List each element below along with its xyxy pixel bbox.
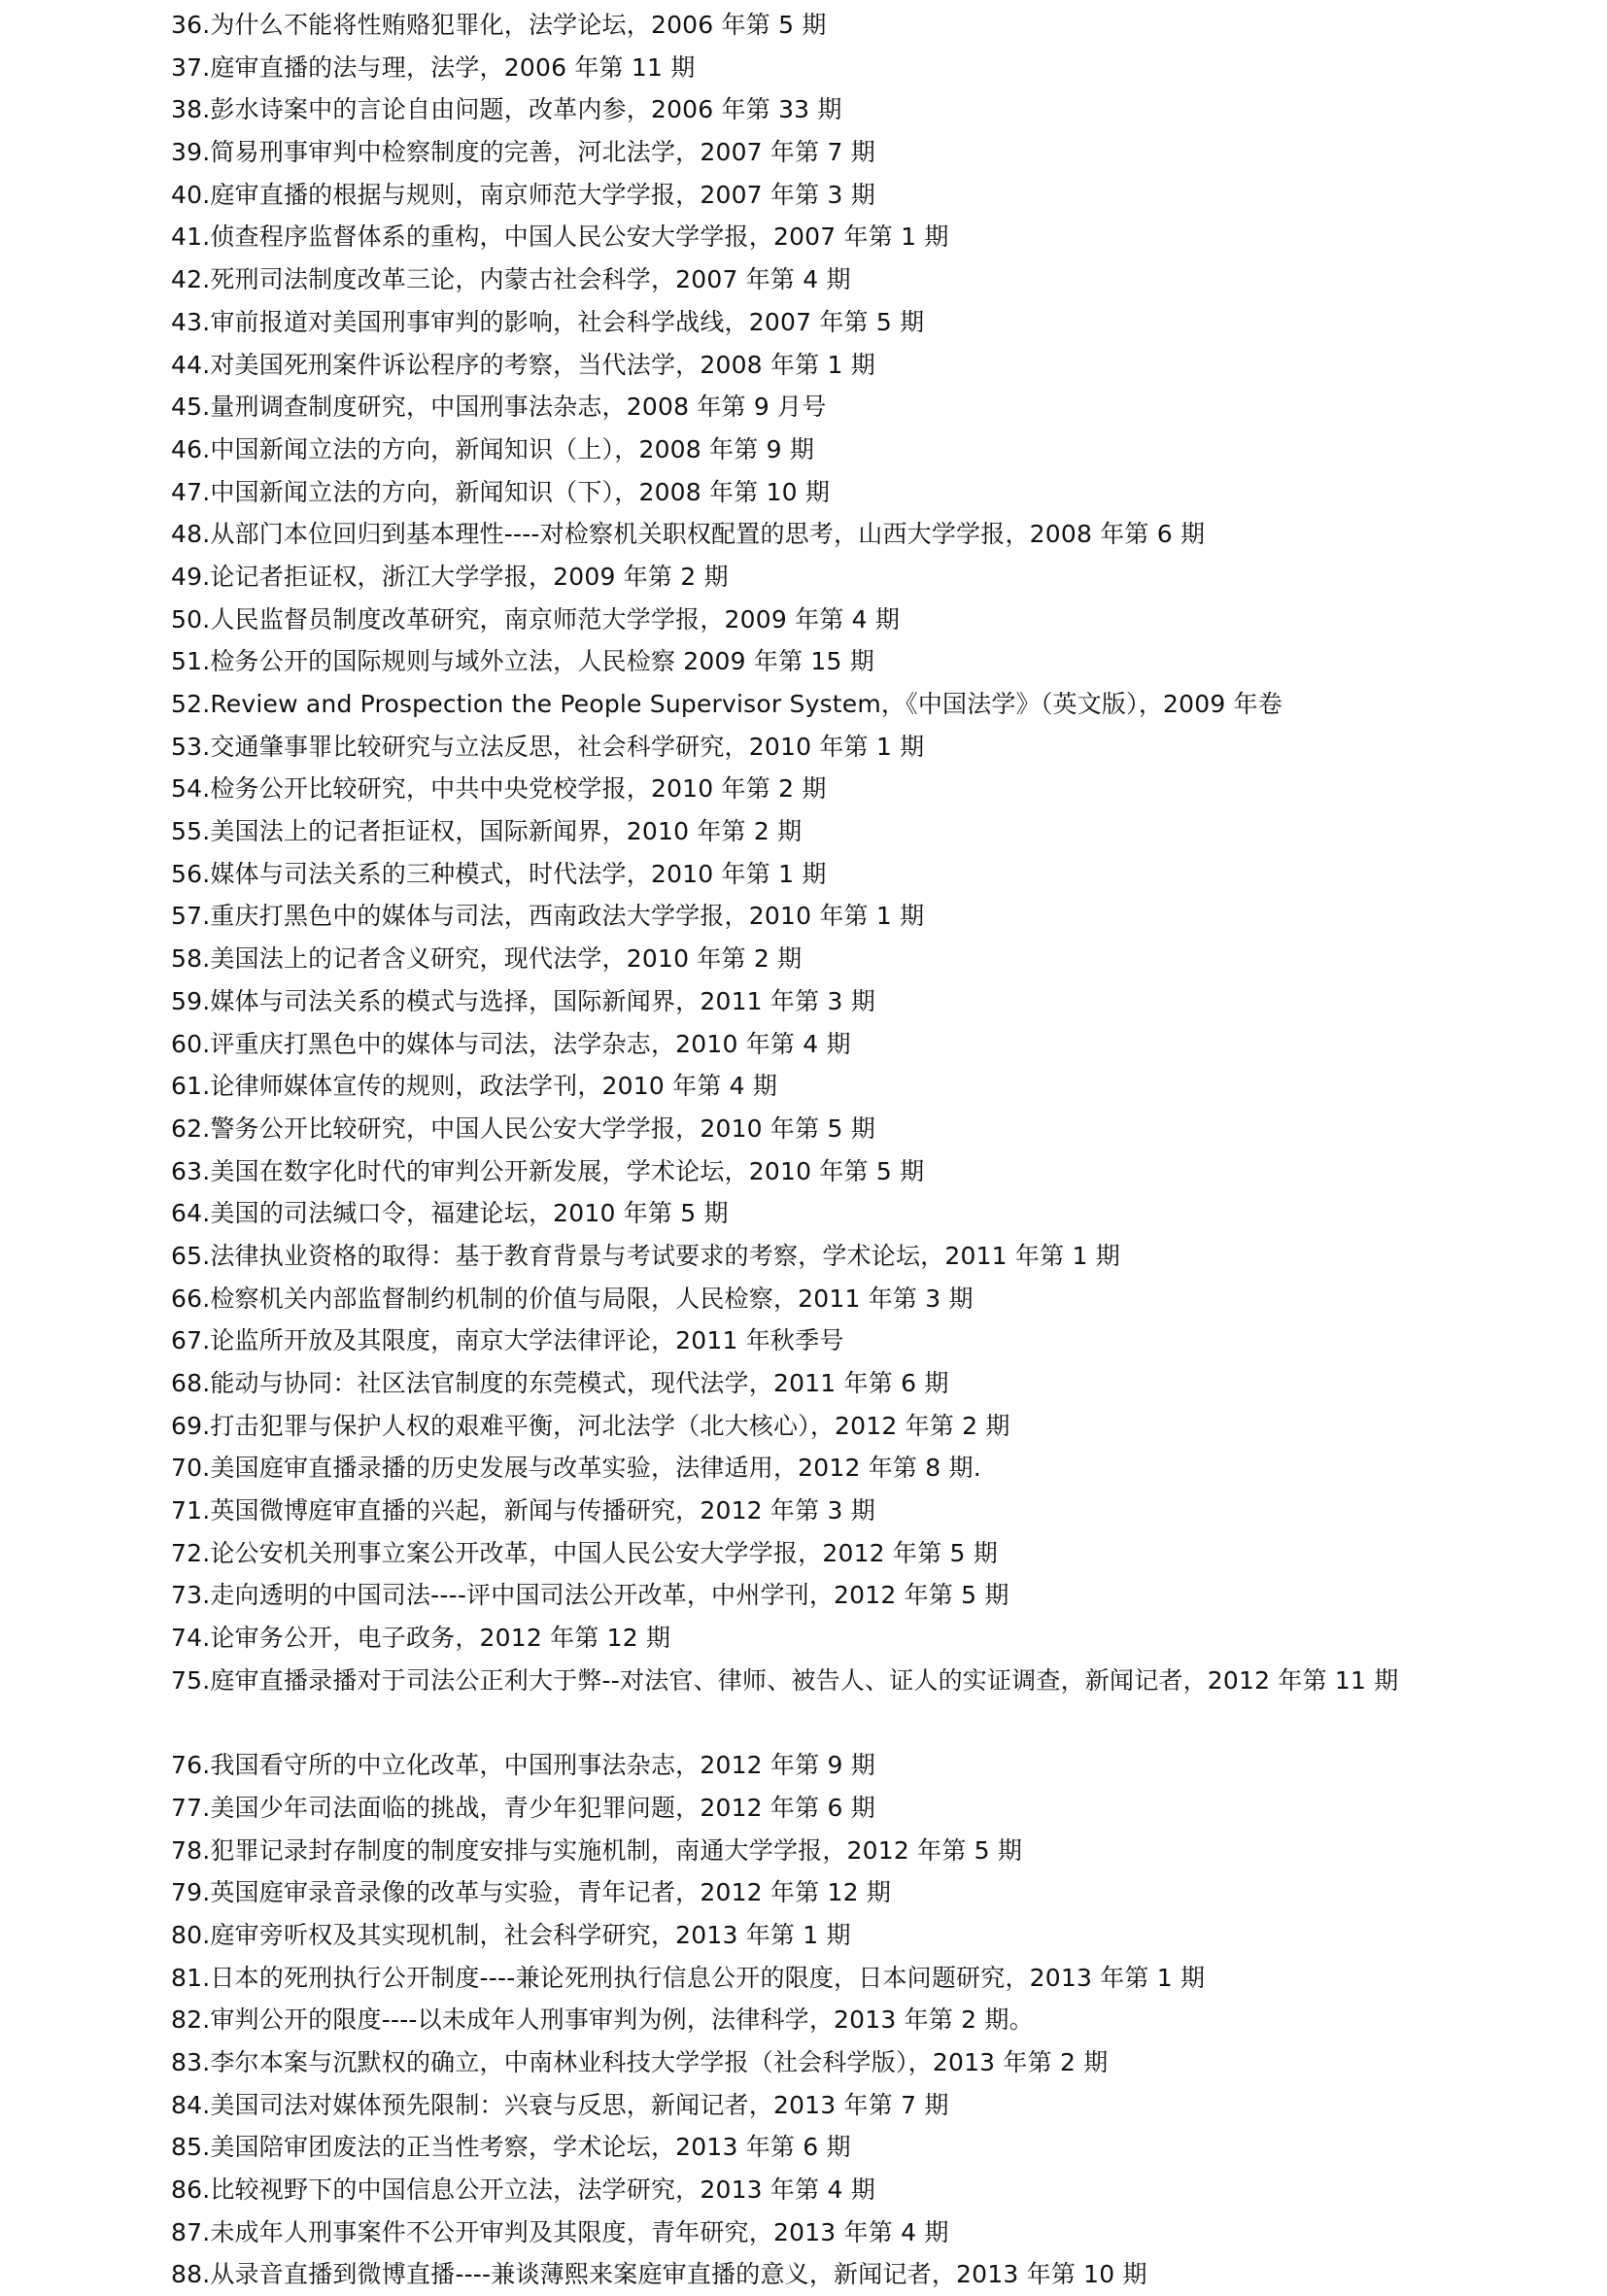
- list-item: 66.检察机关内部监督制约机制的价值与局限，人民检察，2011 年第 3 期: [171, 1284, 974, 1313]
- list-item: 64.美国的司法缄口令，福建论坛，2010 年第 5 期: [171, 1199, 729, 1228]
- list-item: 63.美国在数字化时代的审判公开新发展，学术论坛，2010 年第 5 期: [171, 1156, 925, 1185]
- list-item: 50.人民监督员制度改革研究，南京师范大学学报，2009 年第 4 期: [171, 604, 901, 634]
- list-item: 75.庭审直播录播对于司法公正利大于弊--对法官、律师、被告人、证人的实证调查，新闻记者，2012 年第 11 期: [171, 1665, 1399, 1695]
- list-item: 76.我国看守所的中立化改革，中国刑事法杂志，2012 年第 9 期: [171, 1751, 875, 1780]
- list-item: 69.打击犯罪与保护人权的艰难平衡，河北法学（北大核心），2012 年第 2 期: [171, 1411, 1010, 1440]
- list-item: 77.美国少年司法面临的挑战，青少年犯罪问题，2012 年第 6 期: [171, 1793, 875, 1822]
- list-item: 68.能动与协同：社区法官制度的东莞模式，现代法学，2011 年第 6 期: [171, 1369, 949, 1397]
- list-item: 85.美国陪审团废法的正当性考察，学术论坛，2013 年第 6 期: [171, 2133, 851, 2162]
- list-item: 60.评重庆打黑色中的媒体与司法，法学杂志，2010 年第 4 期: [171, 1029, 851, 1058]
- list-item: 59.媒体与司法关系的模式与选择，国际新闻界，2011 年第 3 期: [171, 986, 875, 1015]
- list-item: 74.论审务公开，电子政务，2012 年第 12 期: [171, 1624, 671, 1653]
- list-item: 40.庭审直播的根据与规则，南京师范大学学报，2007 年第 3 期: [171, 180, 875, 209]
- list-item: 44.对美国死刑案件诉讼程序的考察，当代法学，2008 年第 1 期: [171, 350, 875, 379]
- list-item: 55.美国法上的记者拒证权，国际新闻界，2010 年第 2 期: [171, 817, 803, 846]
- list-item: 86.比较视野下的中国信息公开立法，法学研究，2013 年第 4 期: [171, 2176, 875, 2205]
- list-item: 81.日本的死刑执行公开制度----兼论死刑执行信息公开的限度，日本问题研究，2013 年第 1 期: [171, 1963, 1206, 1992]
- list-item: 72.论公安机关刑事立案公开改革，中国人民公安大学学报，2012 年第 5 期: [171, 1538, 998, 1567]
- list-item: 39.简易刑事审判中检察制度的完善，河北法学，2007 年第 7 期: [171, 138, 875, 167]
- list-item: 78.犯罪记录封存制度的制度安排与实施机制，南通大学学报，2012 年第 5 期: [171, 1835, 1023, 1865]
- list-item: 48.从部门本位回归到基本理性----对检察机关职权配置的思考，山西大学学报，2008 年第 6 期: [171, 520, 1206, 549]
- list-item: 41.侦查程序监督体系的重构，中国人民公安大学学报，2007 年第 1 期: [171, 223, 949, 252]
- list-item: 87.未成年人刑事案件不公开审判及其限度，青年研究，2013 年第 4 期: [171, 2217, 949, 2246]
- list-item: 70.美国庭审直播录播的历史发展与改革实验，法律适用，2012 年第 8 期.: [171, 1454, 981, 1483]
- list-item: 82.审判公开的限度----以未成年人刑事审判为例，法律科学，2013 年第 2 期。: [171, 2005, 1034, 2035]
- list-item: 84.美国司法对媒体预先限制：兴衰与反思，新闻记者，2013 年第 7 期: [171, 2090, 949, 2119]
- list-item: 57.重庆打黑色中的媒体与司法，西南政法大学学报，2010 年第 1 期: [171, 902, 925, 931]
- list-item: 67.论监所开放及其限度，南京大学法律评论，2011 年秋季号: [171, 1326, 844, 1355]
- list-item: 45.量刑调查制度研究，中国刑事法杂志，2008 年第 9 月号: [171, 393, 827, 422]
- list-item: 71.英国微博庭审直播的兴起，新闻与传播研究，2012 年第 3 期: [171, 1496, 875, 1525]
- list-item: 37.庭审直播的法与理，法学，2006 年第 11 期: [171, 52, 696, 82]
- list-item: 62.警务公开比较研究，中国人民公安大学学报，2010 年第 5 期: [171, 1114, 875, 1143]
- list-item: 65.法律执业资格的取得：基于教育背景与考试要求的考察，学术论坛，2011 年第 1 期: [171, 1241, 1120, 1270]
- list-item: 53.交通肇事罪比较研究与立法反思，社会科学研究，2010 年第 1 期: [171, 732, 925, 761]
- list-item: 61.论律师媒体宣传的规则，政法学刊，2010 年第 4 期: [171, 1072, 778, 1101]
- list-item: 88.从录音直播到微博直播----兼谈薄熙来案庭审直播的意义，新闻记者，2013 年第 10 期: [171, 2260, 1147, 2289]
- list-item: 52.Review and Prospection the People Supervisor System，《中国法学》（英文版），2009 年卷: [171, 690, 1283, 718]
- list-item: 83.李尔本案与沉默权的确立，中南林业科技大学学报（社会科学版），2013 年第 2 期: [171, 2048, 1109, 2077]
- list-item: 79.英国庭审录音录像的改革与实验，青年记者，2012 年第 12 期: [171, 1878, 892, 1907]
- list-item: 80.庭审旁听权及其实现机制，社会科学研究，2013 年第 1 期: [171, 1920, 851, 1949]
- list-item: 46.中国新闻立法的方向，新闻知识（上），2008 年第 9 期: [171, 434, 815, 463]
- list-item: 43.审前报道对美国刑事审判的影响，社会科学战线，2007 年第 5 期: [171, 307, 925, 336]
- list-item: 51.检务公开的国际规则与域外立法，人民检察 2009 年第 15 期: [171, 647, 874, 676]
- publication-list: [171, 4, 1434, 2296]
- list-item: 49.论记者拒证权，浙江大学学报，2009 年第 2 期: [171, 562, 729, 591]
- list-item: 42.死刑司法制度改革三论，内蒙古社会科学，2007 年第 4 期: [171, 265, 851, 294]
- list-item: 38.彭水诗案中的言论自由问题，改革内参，2006 年第 33 期: [171, 95, 842, 124]
- list-item: 56.媒体与司法关系的三种模式，时代法学，2010 年第 1 期: [171, 859, 827, 888]
- list-item: 73.走向透明的中国司法----评中国司法公开改革，中州学刊，2012 年第 5 期: [171, 1581, 1009, 1610]
- list-item: 47.中国新闻立法的方向，新闻知识（下），2008 年第 10 期: [171, 477, 831, 506]
- list-item: 36.为什么不能将性贿赂犯罪化，法学论坛，2006 年第 5 期: [171, 11, 827, 39]
- list-item: 54.检务公开比较研究，中共中央党校学报，2010 年第 2 期: [171, 774, 827, 804]
- list-item: 58.美国法上的记者含义研究，现代法学，2010 年第 2 期: [171, 944, 803, 974]
